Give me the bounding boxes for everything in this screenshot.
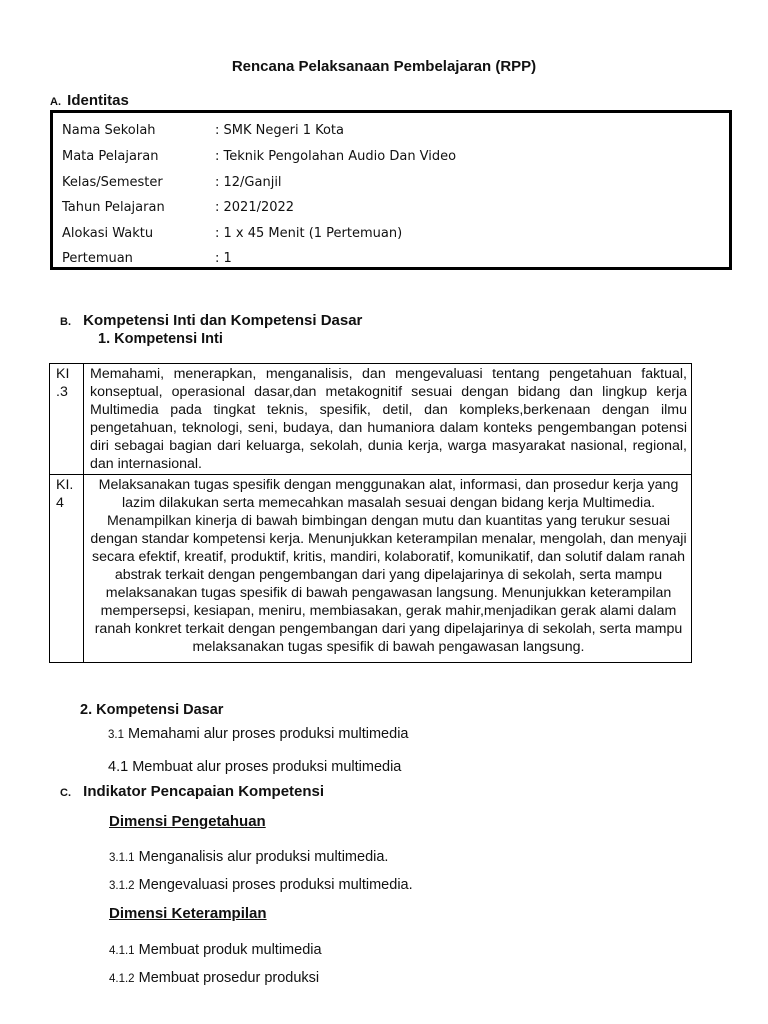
indicator-number: 4.1.2 bbox=[109, 973, 135, 985]
section-c-letter: C. bbox=[60, 787, 71, 799]
indicator-text: Mengevaluasi proses produksi multimedia. bbox=[138, 877, 413, 893]
section-a-title: Identitas bbox=[67, 92, 129, 109]
indicator-item bbox=[109, 970, 319, 986]
identity-box bbox=[50, 110, 732, 270]
kd-number: 4.1 bbox=[108, 759, 129, 775]
ki-code: KI. 4 bbox=[50, 475, 84, 663]
identity-label: Kelas/Semester bbox=[62, 175, 163, 190]
section-b-title: Kompetensi Inti dan Kompetensi Dasar bbox=[83, 312, 363, 329]
kd-item bbox=[108, 759, 401, 775]
indicator-text: Membuat produk multimedia bbox=[138, 942, 322, 958]
identity-value: : 1 x 45 Menit (1 Pertemuan) bbox=[215, 226, 403, 241]
indicator-number: 4.1.1 bbox=[109, 945, 135, 957]
indicator-text: Membuat prosedur produksi bbox=[138, 970, 320, 986]
kd-text: Memahami alur proses produksi multimedia bbox=[128, 726, 409, 742]
kompetensi-dasar-heading: 2. Kompetensi Dasar bbox=[80, 702, 224, 718]
identity-value: : 2021/2022 bbox=[215, 200, 295, 215]
ki-code: KI .3 bbox=[50, 364, 84, 475]
section-a-heading bbox=[50, 92, 129, 109]
section-a-letter: A. bbox=[50, 96, 61, 108]
indicator-item bbox=[109, 942, 322, 958]
identity-label: Nama Sekolah bbox=[62, 123, 156, 138]
indicator-text: Menganalisis alur produksi multimedia. bbox=[138, 849, 389, 865]
kd-item bbox=[108, 726, 408, 742]
identity-label: Alokasi Waktu bbox=[62, 226, 154, 241]
kompetensi-inti-heading: 1. Kompetensi Inti bbox=[98, 331, 223, 347]
ki-text: Melaksanakan tugas spesifik dengan menggunakan alat, informasi, dan prosedur kerja yang lazim dilakukan serta memecahkan masalah sesuai dengan bidang kerja Multimedia. Menampilkan kinerja di bawah bimbingan dengan mutu dan kuantitas yang terukur sesuai dengan standar kompetensi kerja. Menunjukkan keterampilan menalar, mengolah, dan menyaji secara efektif, kreatif, produktif, kritis, mandiri, kolaboratif, komunikatif, dan solutif dalam ranah abstrak terkait dengan pengembangan dari yang dipelajarinya di sekolah, serta mampu melaksanakan tugas spesifik di bawah pengawasan langsung. Menunjukkan keterampilan mempersepsi, kesiapan, meniru, membiasakan, gerak mahir,menjadikan gerak alami dalam ranah konkret terkait dengan pengembangan dari yang dipelajarinya di sekolah, serta mampu melaksanakan tugas spesifik di bawah pengawasan langsung. bbox=[84, 475, 692, 663]
indicator-number: 3.1.1 bbox=[109, 852, 135, 864]
indicator-number: 3.1.2 bbox=[109, 880, 135, 892]
identity-label: Mata Pelajaran bbox=[62, 149, 159, 164]
section-c-heading bbox=[60, 783, 324, 800]
identity-label: Tahun Pelajaran bbox=[62, 200, 165, 215]
dimensi-pengetahuan-heading: Dimensi Pengetahuan bbox=[109, 813, 266, 830]
indicator-item bbox=[109, 877, 413, 893]
table-row bbox=[50, 475, 692, 663]
identity-value: : Teknik Pengolahan Audio Dan Video bbox=[215, 149, 457, 164]
identity-value: : 1 bbox=[215, 251, 232, 266]
kompetensi-inti-table bbox=[49, 363, 692, 663]
identity-value: : SMK Negeri 1 Kota bbox=[215, 123, 344, 138]
indicator-item bbox=[109, 849, 388, 865]
section-c-title: Indikator Pencapaian Kompetensi bbox=[83, 783, 325, 800]
identity-value: : 12/Ganjil bbox=[215, 175, 282, 190]
kd-number: 3.1 bbox=[108, 729, 124, 741]
ki-text: Memahami, menerapkan, menganalisis, dan mengevaluasi tentang pengetahuan faktual, konseptual, operasional dasar,dan metakognitif sesuai dengan bidang dan lingkup kerja Multimedia pada tingkat teknis, spesifik, detil, dan kompleks,berkenaan dengan ilmu pengetahuan, teknologi, seni, budaya, dan humaniora dalam konteks pengembangan potensi diri sebagai bagian dari keluarga, sekolah, dunia kerja, warga masyarakat nasional, regional, dan internasional. bbox=[84, 364, 692, 475]
dimensi-keterampilan-heading: Dimensi Keterampilan bbox=[109, 905, 267, 922]
document-title: Rencana Pelaksanaan Pembelajaran (RPP) bbox=[231, 58, 537, 75]
table-row bbox=[50, 364, 692, 475]
identity-label: Pertemuan bbox=[62, 251, 133, 266]
section-b-letter: B. bbox=[60, 316, 71, 328]
section-b-heading bbox=[60, 312, 362, 329]
kd-text: Membuat alur proses produksi multimedia bbox=[132, 759, 402, 775]
